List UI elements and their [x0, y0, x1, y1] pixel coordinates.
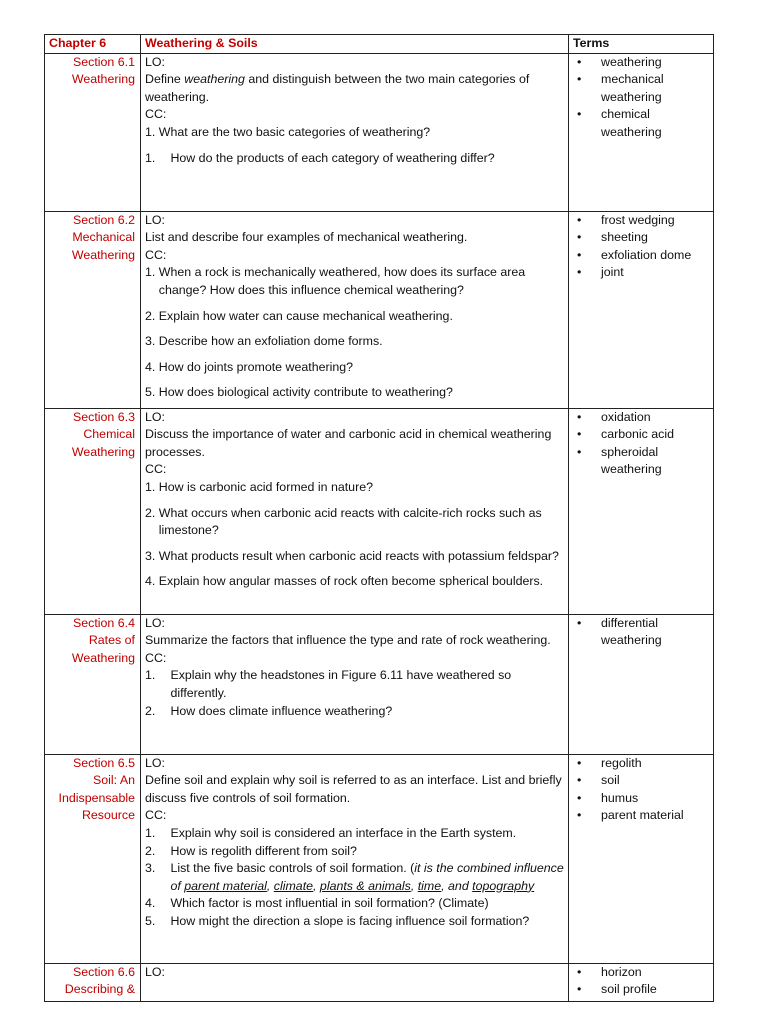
cc-label: CC: [145, 650, 167, 665]
term-item: • carbonic acid [577, 427, 675, 442]
question-item: 2. How does climate influence weathering? [145, 703, 393, 718]
question-item: 1. Explain why the headstones in Figure 6.11 have weathered so differently. [145, 668, 512, 700]
terms-list [573, 615, 709, 650]
terms-cell [569, 211, 714, 408]
section-content [141, 754, 569, 963]
section-content [141, 53, 569, 211]
terms-list [573, 755, 709, 825]
section-number: Section 6.3 [73, 409, 135, 424]
term-item: • spheroidal weathering [577, 444, 662, 477]
cc-label: CC: [145, 462, 167, 477]
section-number: Section 6.4 [73, 615, 135, 630]
lo-label: LO: [145, 964, 165, 979]
terms-cell [569, 614, 714, 754]
terms-list [573, 212, 709, 282]
section-content [141, 963, 569, 1001]
term-item: • mechanical weathering [577, 72, 664, 104]
question-item: 2. How is regolith different from soil? [145, 843, 357, 858]
learning-objective: Define soil and explain why soil is referred to as an interface. List and briefly discuss five controls of soil formation. [145, 773, 562, 805]
section-content [141, 614, 569, 754]
question-item: 4. How do joints promote weathering? [145, 359, 354, 374]
emphasized-term: weathering [184, 72, 245, 87]
question-item: 4. Explain how angular masses of rock often become spherical boulders. [145, 574, 544, 589]
question-item: 2. What occurs when carbonic acid reacts with calcite-rich rocks such as limestone? [145, 505, 542, 538]
lo-label: LO: [145, 212, 165, 227]
section-row-6-3 [45, 408, 714, 614]
section-number: Section 6.6 [73, 964, 135, 979]
question-item: 5. How does biological activity contribute to weathering? [145, 385, 453, 400]
section-title: Soil: An [92, 773, 135, 788]
section-row-6-4 [45, 614, 714, 754]
terms-list [573, 409, 709, 479]
section-label [45, 211, 141, 408]
question-item: 4. Which factor is most influential in soil formation? (Climate) [145, 896, 489, 911]
term-item: • chemical weathering [577, 107, 662, 139]
term-item: • exfoliation dome [577, 247, 692, 262]
chapter-title: Weathering & Soils [141, 35, 569, 54]
section-row-6-1 [45, 53, 714, 211]
section-row-6-5 [45, 754, 714, 963]
section-title: Weathering [71, 247, 135, 262]
term-item: • humus [577, 790, 639, 805]
section-title: Mechanical [72, 230, 135, 245]
lo-label: LO: [145, 615, 165, 630]
term-item: • oxidation [577, 409, 651, 424]
learning-objective: Summarize the factors that influence the type and rate of rock weathering. [145, 633, 551, 648]
section-number: Section 6.1 [73, 54, 135, 69]
section-title: Weathering [71, 444, 135, 459]
question-item: 3. List the five basic controls of soil formation. (it is the combined influence of parent material, climate, plants & animals, time, and topography [145, 861, 564, 893]
section-title: Indispensable [58, 790, 135, 805]
section-number: Section 6.5 [73, 755, 135, 770]
question-item: 1. What are the two basic categories of weathering? [145, 124, 431, 139]
section-content [141, 408, 569, 614]
section-number: Section 6.2 [73, 212, 135, 227]
section-content [141, 211, 569, 408]
question-item: 3. Describe how an exfoliation dome forms. [145, 334, 383, 349]
terms-cell [569, 963, 714, 1001]
lo-label: LO: [145, 54, 165, 69]
header-row [45, 35, 714, 54]
term-item: • differential weathering [577, 615, 662, 648]
section-row-6-2 [45, 211, 714, 408]
lo-label: LO: [145, 755, 165, 770]
section-title: Resource [81, 808, 135, 823]
cc-label: CC: [145, 107, 167, 122]
chapter-outline-table [44, 34, 714, 1002]
terms-cell [569, 754, 714, 963]
section-label [45, 963, 141, 1001]
learning-objective: Define weathering and distinguish between the two main categories of weathering. [145, 72, 530, 104]
terms-cell [569, 53, 714, 211]
terms-list [573, 964, 709, 999]
section-title: Describing & [64, 982, 135, 997]
question-item: 1. How is carbonic acid formed in nature? [145, 479, 373, 494]
terms-list [573, 54, 709, 142]
term-item: • parent material [577, 808, 684, 823]
section-title: Weathering [71, 650, 135, 665]
learning-objective: Discuss the importance of water and carbonic acid in chemical weathering processes. [145, 427, 552, 459]
section-label [45, 614, 141, 754]
section-label [45, 754, 141, 963]
chapter-label: Chapter 6 [45, 35, 141, 54]
cc-label: CC: [145, 808, 167, 823]
cc-label: CC: [145, 247, 167, 262]
question-item: 5. How might the direction a slope is facing influence soil formation? [145, 913, 530, 928]
term-item: • soil [577, 773, 620, 788]
terms-header: Terms [569, 35, 714, 54]
question-item: 2. Explain how water can cause mechanical weathering. [145, 308, 453, 323]
question-item: 1. When a rock is mechanically weathered, how does its surface area change? How does this influence chemical weathering? [145, 265, 526, 297]
section-title: Chemical [83, 427, 135, 442]
question-item: 3. What products result when carbonic acid reacts with potassium feldspar? [145, 548, 559, 563]
section-row-6-6 [45, 963, 714, 1001]
section-label [45, 408, 141, 614]
section-label [45, 53, 141, 211]
section-title: Weathering [71, 72, 135, 87]
term-item: • frost wedging [577, 212, 675, 227]
terms-cell [569, 408, 714, 614]
learning-objective: List and describe four examples of mechanical weathering. [145, 230, 468, 245]
term-item: • horizon [577, 964, 642, 979]
term-item: • soil profile [577, 982, 657, 997]
term-item: • weathering [577, 54, 662, 69]
section-title: Rates of [88, 633, 135, 648]
answer-note: it is the combined influence of parent material, climate, plants & animals, time, and topography [170, 861, 564, 893]
question-item: 1. How do the products of each category of weathering differ? [145, 150, 495, 165]
term-item: • joint [577, 265, 624, 280]
question-item: 1. Explain why soil is considered an interface in the Earth system. [145, 825, 517, 840]
lo-label: LO: [145, 409, 165, 424]
term-item: • sheeting [577, 230, 648, 245]
term-item: • regolith [577, 755, 642, 770]
